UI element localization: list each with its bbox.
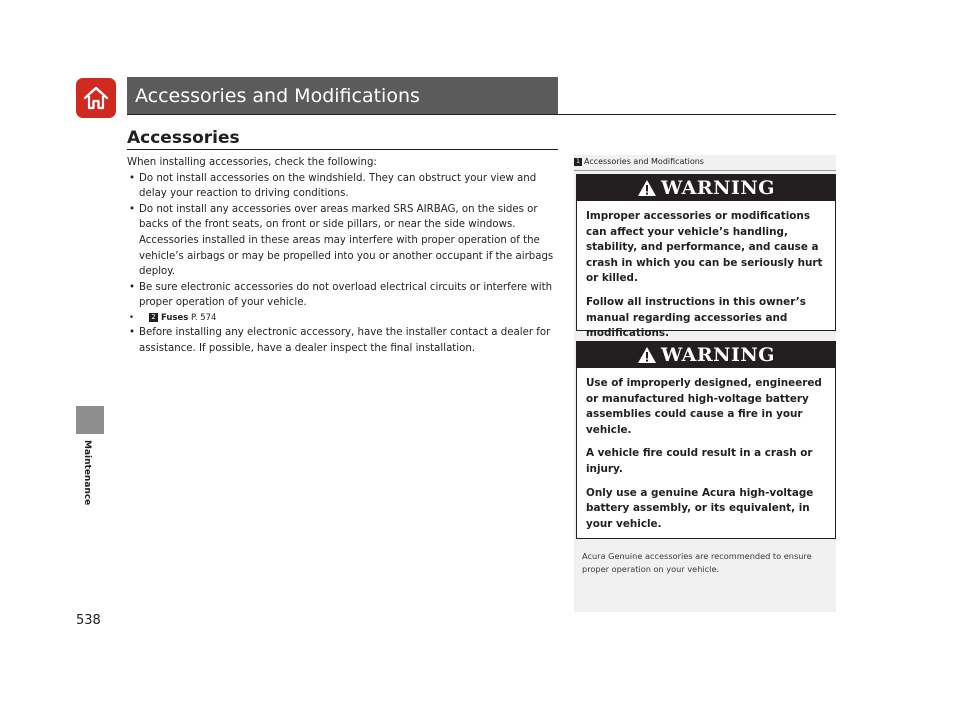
warning-title: WARNING — [660, 344, 775, 366]
side-label-divider — [574, 170, 836, 171]
section-tab-label[interactable]: Maintenance — [82, 440, 92, 506]
side-label — [574, 157, 704, 166]
warning-header — [577, 175, 835, 201]
title-divider — [127, 114, 836, 115]
page-title: Accessories and Modifications — [135, 85, 420, 107]
home-icon — [82, 84, 110, 112]
home-button[interactable] — [76, 78, 116, 118]
warning-paragraph: A vehicle fire could result in a crash or injury. — [586, 447, 813, 475]
warning-paragraph: Follow all instructions in this owner’s manual regarding accessories and modifications. — [586, 295, 806, 340]
warning-paragraph: Only use a genuine Acura high-voltage battery assembly, or its equivalent, in your vehicle. — [586, 486, 814, 530]
warning-box — [576, 341, 836, 539]
list-item: • Be sure electronic accessories do not overload electrical circuits or interfere with proper operation of your vehicle. — [127, 280, 562, 311]
warning-header — [577, 342, 835, 368]
warning-title: WARNING — [660, 177, 775, 199]
warning-triangle-icon — [637, 346, 657, 364]
page-title-bar — [127, 77, 558, 115]
recommendation-note: Acura Genuine accessories are recommended to ensure proper operation on your vehicle. — [582, 551, 812, 574]
side-notes-panel — [574, 155, 836, 612]
list-item: • Before installing any electronic accessory, have the installer contact a dealer for assistance. If possible, have a dealer inspect the final installation. — [127, 325, 562, 356]
list-item: • Do not install any accessories over areas marked SRS AIRBAG, on the sides or backs of the front seats, on front or side pillars, or near the side windows. Accessories installed in these areas may interfere with proper operation of the vehicle’s airbags or may be propelled into you or another occupant if the airbags deploy. — [127, 202, 562, 280]
main-content — [127, 155, 562, 356]
section-tab-marker[interactable] — [76, 406, 104, 434]
checklist — [127, 171, 562, 357]
reference-label[interactable]: Fuses — [161, 312, 189, 323]
intro-text: When installing accessories, check the following: — [127, 157, 377, 168]
warning-body — [577, 368, 835, 532]
note-marker-icon: 1 — [574, 158, 582, 166]
warning-body — [577, 201, 835, 342]
warning-paragraph: Use of improperly designed, engineered or manufactured high-voltage battery assemblies could cause a fire in your vehicle. — [586, 377, 822, 436]
warning-paragraph: Improper accessories or modifications can affect your vehicle’s handling, stability, and performance, and cause a crash in which you can be seriously hurt or killed. — [586, 210, 823, 285]
list-item: • Do not install accessories on the windshield. They can obstruct your view and delay your reaction to driving conditions. — [127, 171, 562, 202]
cross-reference[interactable] — [127, 311, 562, 325]
reference-page[interactable]: P. 574 — [191, 312, 217, 323]
warning-box — [576, 174, 836, 340]
reference-arrow-icon: 2 — [149, 313, 158, 322]
section-title: Accessories — [127, 128, 240, 148]
page-number: 538 — [76, 613, 101, 628]
section-divider — [127, 149, 558, 150]
side-label-text: Accessories and Modifications — [584, 157, 704, 166]
warning-triangle-icon — [637, 179, 657, 197]
